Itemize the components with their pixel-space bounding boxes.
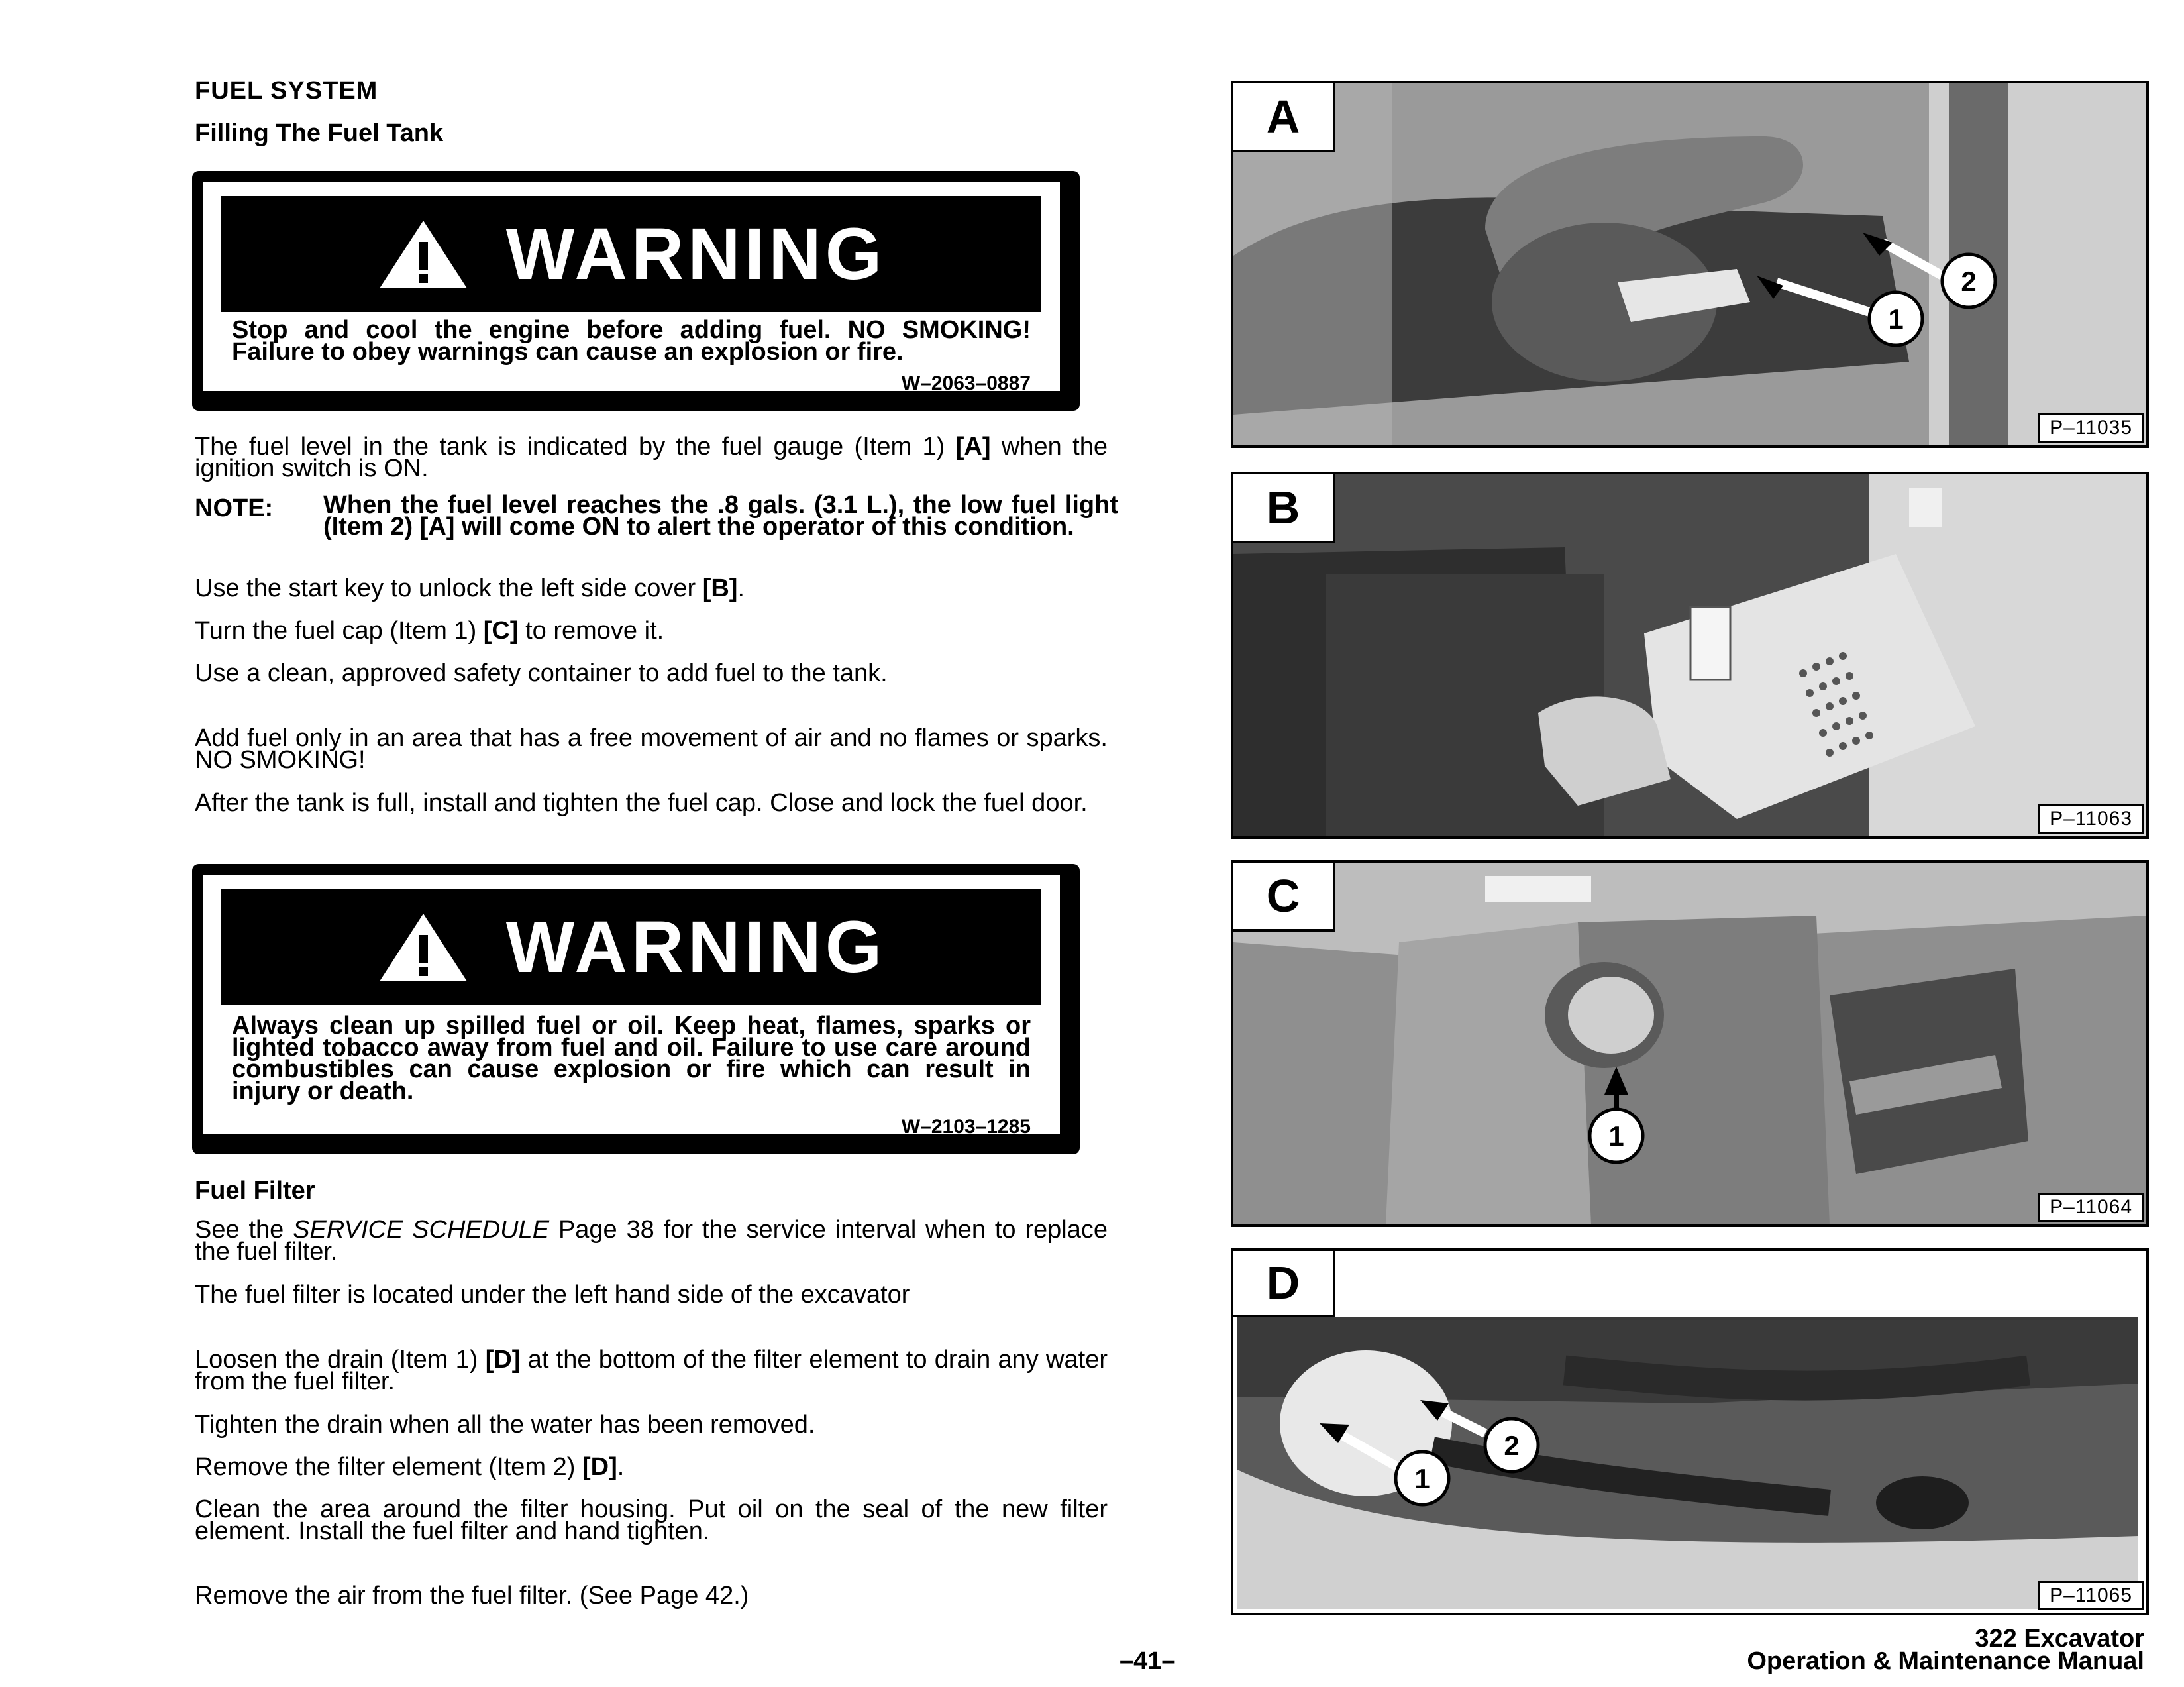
paragraph-clean-housing: Clean the area around the filter housing. Put oil on the seal of the new filter element. Install the fuel filter and hand tighten. <box>195 1496 1108 1545</box>
paragraph-filter-location: The fuel filter is located under the left hand side of the excavator <box>195 1281 910 1309</box>
fuel-filter-heading: Fuel Filter <box>195 1177 315 1205</box>
photo-c-callout-1: 1 <box>1608 1120 1624 1152</box>
photo-d-code: P–11065 <box>2038 1581 2144 1610</box>
warning-triangle-icon <box>377 218 470 291</box>
photo-d-callout-2: 2 <box>1504 1430 1520 1461</box>
photo-d-image <box>1233 1251 2146 1613</box>
warning-title-2: WARNING <box>505 906 886 988</box>
photo-c-image <box>1233 863 2146 1224</box>
photo-c-letter: C <box>1233 863 1335 932</box>
paragraph-container: Use a clean, approved safety container to add fuel to the tank. <box>195 659 888 687</box>
footer-manual-title <box>1482 1625 2144 1675</box>
photo-d-letter: D <box>1233 1251 1335 1317</box>
photo-b-code: P–11063 <box>2038 804 2144 834</box>
photo-c <box>1231 860 2149 1227</box>
paragraph-fuel-cap: Turn the fuel cap (Item 1) [C] to remove it. <box>195 617 664 645</box>
photo-c-code: P–11064 <box>2038 1193 2144 1222</box>
photo-b-image <box>1233 474 2146 836</box>
photo-d-callout-1: 1 <box>1414 1463 1430 1494</box>
warning-text-2: Always clean up spilled fuel or oil. Keep heat, flames, sparks or lighted tobacco away from fuel and oil. Failure to use care around combustibles can cause explosion or fire which can result in injury or death. <box>232 1012 1031 1105</box>
page-number: –41– <box>1119 1647 1176 1675</box>
photo-a-callout-2: 2 <box>1961 266 1977 297</box>
paragraph-remove-air: Remove the air from the fuel filter. (See Page 42.) <box>195 1582 749 1609</box>
paragraph-tighten-drain: Tighten the drain when all the water has been removed. <box>195 1411 815 1439</box>
note-text: When the fuel level reaches the .8 gals. (3.1 L.), the low fuel light (Item 2) [A] will come ON to alert the operator of this condition. <box>323 491 1118 541</box>
paragraph-install-cap: After the tank is full, install and tighten the fuel cap. Close and lock the fuel door. <box>195 789 1088 817</box>
warning-text-1: Stop and cool the engine before adding fuel. NO SMOKING! Failure to obey warnings can cause an explosion or fire. <box>232 316 1031 366</box>
paragraph-remove-element: Remove the filter element (Item 2) [D]. <box>195 1453 625 1481</box>
photo-b-letter: B <box>1233 474 1335 543</box>
warning-box-1 <box>192 171 1080 411</box>
paragraph-loosen-drain: Loosen the drain (Item 1) [D] at the bottom of the filter element to drain any water from the fuel filter. <box>195 1346 1108 1395</box>
photo-a-code: P–11035 <box>2038 413 2144 443</box>
photo-a <box>1231 81 2149 448</box>
paragraph-service-schedule: See the SERVICE SCHEDULE Page 38 for the service interval when to replace the fuel filter. <box>195 1216 1108 1266</box>
note-label: NOTE: <box>195 494 274 522</box>
photo-b <box>1231 472 2149 839</box>
warning-header-1 <box>221 196 1041 312</box>
photo-d <box>1231 1248 2149 1615</box>
section-title: FUEL SYSTEM <box>195 77 378 105</box>
paragraph-air-movement: Add fuel only in an area that has a free movement of air and no flames or sparks. NO SMOKING! <box>195 724 1108 774</box>
warning-triangle-icon <box>377 911 470 984</box>
warning-box-2 <box>192 864 1080 1154</box>
warning-code-1: W–2063–0887 <box>901 372 1031 394</box>
photo-a-image <box>1233 83 2146 445</box>
warning-title-1: WARNING <box>505 213 886 295</box>
warning-header-2 <box>221 889 1041 1005</box>
section-subtitle: Filling The Fuel Tank <box>195 119 444 147</box>
paragraph-fuel-gauge: The fuel level in the tank is indicated by the fuel gauge (Item 1) [A] when the ignition switch is ON. <box>195 433 1108 482</box>
paragraph-unlock-cover: Use the start key to unlock the left side cover [B]. <box>195 574 745 602</box>
footer-model: 322 Excavator <box>1975 1625 2144 1653</box>
warning-code-2: W–2103–1285 <box>901 1116 1031 1138</box>
photo-a-letter: A <box>1233 83 1335 152</box>
photo-a-callout-1: 1 <box>1888 303 1904 335</box>
footer-manual: Operation & Maintenance Manual <box>1747 1647 2144 1675</box>
